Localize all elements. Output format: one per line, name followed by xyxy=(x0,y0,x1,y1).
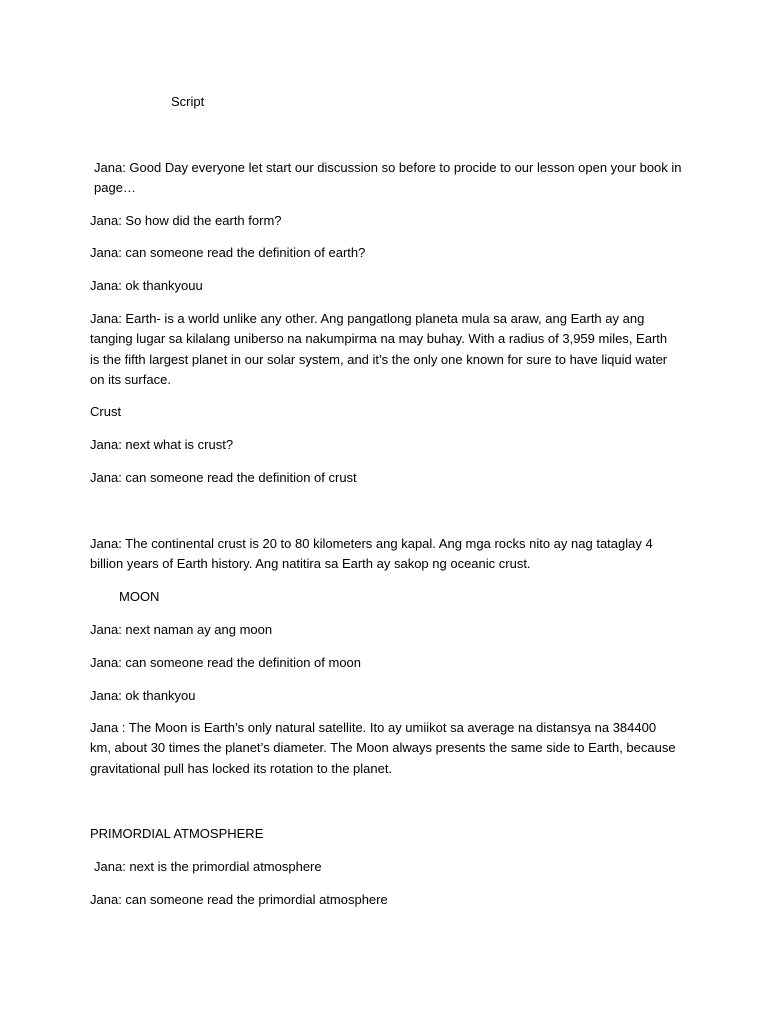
section-heading-moon: MOON xyxy=(119,589,160,604)
script-line-earth-definition-request: Jana: can someone read the definition of earth? xyxy=(90,245,366,260)
script-line-primordial-intro: Jana: next is the primordial atmosphere xyxy=(94,859,322,874)
script-line-earth-definition: Jana: Earth- is a world unlike any other. Ang pangatlong planeta mula sa araw, ang Earth ay ang tanging lugar sa kilalang uniberso na nakumpirma na may buhay. With a radius of 3,959 miles, Earth is the fifth largest planet in our solar system, and it’s the only one known for sure to have liquid water on its surface. xyxy=(90,311,668,387)
script-line-thanks-1: Jana: ok thankyouu xyxy=(90,278,203,293)
script-line-moon-definition: Jana : The Moon is Earth’s only natural satellite. Ito ay umiikot sa average na distansya na 384400 km, about 30 times the planet’s diameter. The Moon always presents the same side to Earth, because gravitational pull has locked its rotation to the planet. xyxy=(90,720,676,776)
script-line-crust-question: Jana: next what is crust? xyxy=(90,437,234,452)
script-line-primordial-definition-request: Jana: can someone read the primordial atmosphere xyxy=(90,892,388,907)
script-line-moon-definition-request: Jana: can someone read the definition of moon xyxy=(90,655,362,670)
script-line-thanks-2: Jana: ok thankyou xyxy=(90,688,196,703)
script-line-crust-definition-request: Jana: can someone read the definition of crust xyxy=(90,470,357,485)
script-line-moon-intro: Jana: next naman ay ang moon xyxy=(90,622,273,637)
document-title: Script xyxy=(171,94,205,109)
script-line-earth-form: Jana: So how did the earth form? xyxy=(90,213,282,228)
section-heading-primordial-atmosphere: PRIMORDIAL ATMOSPHERE xyxy=(90,826,264,841)
section-heading-crust: Crust xyxy=(90,404,122,419)
script-line-crust-definition: Jana: The continental crust is 20 to 80 kilometers ang kapal. Ang mga rocks nito ay nag tataglay 4 billion years of Earth history. Ang natitira sa Earth ay sakop ng oceanic crust. xyxy=(90,536,653,572)
script-line-intro: Jana: Good Day everyone let start our discussion so before to procide to our lesson open your book in page… xyxy=(94,160,682,196)
